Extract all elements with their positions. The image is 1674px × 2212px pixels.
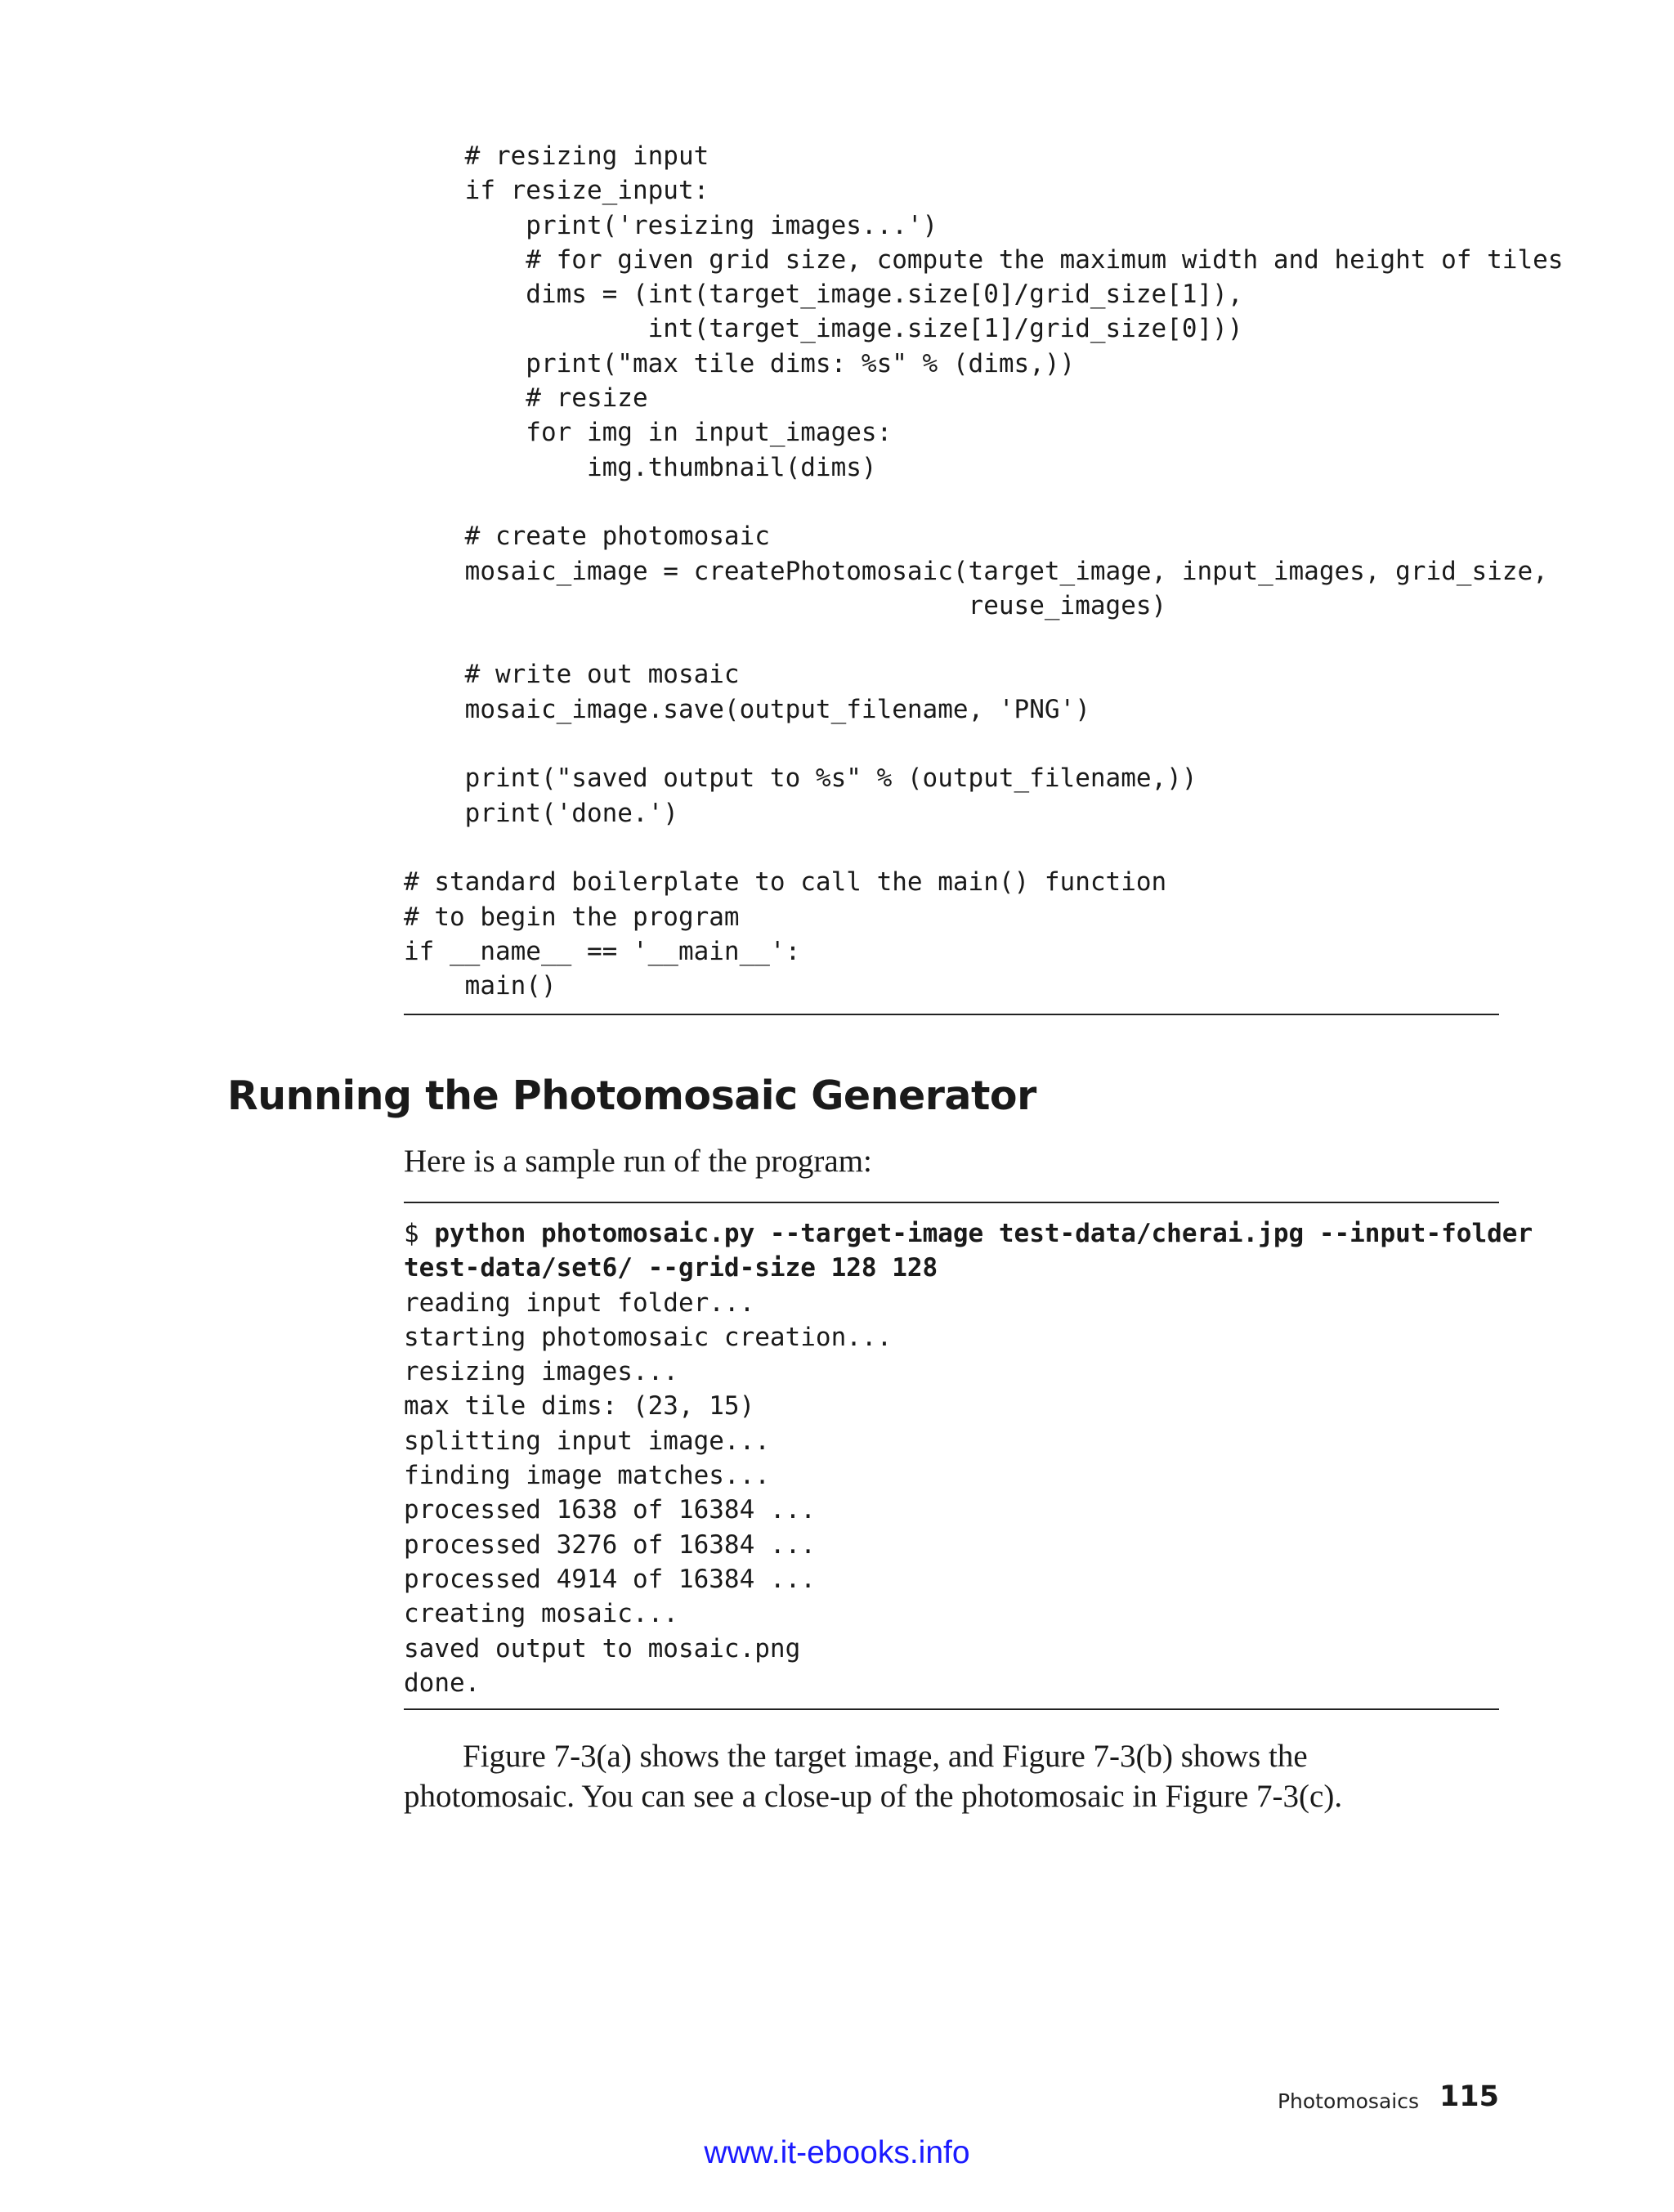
code-line: # to begin the program xyxy=(404,902,740,932)
terminal-output-line: resizing images... xyxy=(404,1357,678,1387)
code-line: main() xyxy=(404,971,557,1001)
page-number: 115 xyxy=(1439,2080,1499,2113)
terminal-output-line: finding image matches... xyxy=(404,1461,770,1491)
code-line: mosaic_image.save(output_filename, 'PNG') xyxy=(464,694,1090,724)
intro-text: Here is a sample run of the program: xyxy=(404,1144,872,1179)
running-head: Photomosaics xyxy=(1277,2089,1419,2113)
code-line: reuse_images) xyxy=(968,590,1167,620)
terminal-output-line: done. xyxy=(404,1668,481,1698)
code-line: mosaic_image = createPhotomosaic(target_image, input_images, grid_size, xyxy=(464,556,1548,586)
code-line: print('done.') xyxy=(464,798,678,828)
code-line: # for given grid size, compute the maximum width and height of tiles xyxy=(526,244,1564,275)
code-line: img.thumbnail(dims) xyxy=(586,452,877,482)
terminal-output-line: starting photomosaic creation... xyxy=(404,1322,893,1352)
terminal-output-line: processed 3276 of 16384 ... xyxy=(404,1529,816,1560)
code-listing-bottom-rule xyxy=(404,1014,1499,1015)
code-line: # standard boilerplate to call the main() function xyxy=(404,867,1167,898)
code-line: # resizing input xyxy=(464,141,709,171)
code-line: dims = (int(target_image.size[0]/grid_size[1]), xyxy=(526,280,1243,310)
code-line: if resize_input: xyxy=(464,176,709,206)
terminal-output-line: max tile dims: (23, 15) xyxy=(404,1391,755,1422)
terminal-output-line: saved output to mosaic.png xyxy=(404,1633,801,1663)
code-line: print('resizing images...') xyxy=(526,210,938,240)
section-heading: Running the Photomosaic Generator xyxy=(227,1072,1036,1119)
terminal-top-rule xyxy=(404,1202,1499,1203)
closing-paragraph-line-2: photomosaic. You can see a close-up of the photomosaic in Figure 7-3(c). xyxy=(404,1779,1343,1814)
terminal-output xyxy=(404,1216,1533,1700)
terminal-output-line: creating mosaic... xyxy=(404,1599,678,1629)
terminal-command-line-1: python photomosaic.py --target-image test-data/cherai.jpg --input-folder xyxy=(434,1219,1533,1248)
terminal-output-line: splitting input image... xyxy=(404,1426,770,1456)
code-line: # write out mosaic xyxy=(464,660,740,690)
code-line: print("saved output to %s" % (output_filename,)) xyxy=(464,763,1197,794)
code-line: int(target_image.size[1]/grid_size[0])) xyxy=(647,314,1243,344)
closing-paragraph xyxy=(404,1736,1499,1816)
code-line: if __name__ == '__main__': xyxy=(404,936,801,966)
terminal-output-line: processed 4914 of 16384 ... xyxy=(404,1564,816,1594)
closing-paragraph-line-1: Figure 7-3(a) shows the target image, and Figure 7-3(b) shows the xyxy=(463,1739,1308,1774)
terminal-command-line-2: test-data/set6/ --grid-size 128 128 xyxy=(404,1253,938,1283)
terminal-output-line: processed 1638 of 16384 ... xyxy=(404,1495,816,1525)
code-line: print("max tile dims: %s" % (dims,)) xyxy=(526,348,1076,378)
code-listing xyxy=(404,139,1564,1003)
terminal-output-lines xyxy=(404,1288,892,1698)
code-line: for img in input_images: xyxy=(526,418,893,448)
code-line: # create photomosaic xyxy=(464,522,770,552)
terminal-output-line: reading input folder... xyxy=(404,1287,755,1318)
terminal-bottom-rule xyxy=(404,1708,1499,1710)
code-line: # resize xyxy=(526,383,648,414)
watermark-link[interactable]: www.it-ebooks.info xyxy=(704,2135,970,2170)
terminal-prompt: $ xyxy=(404,1219,435,1248)
